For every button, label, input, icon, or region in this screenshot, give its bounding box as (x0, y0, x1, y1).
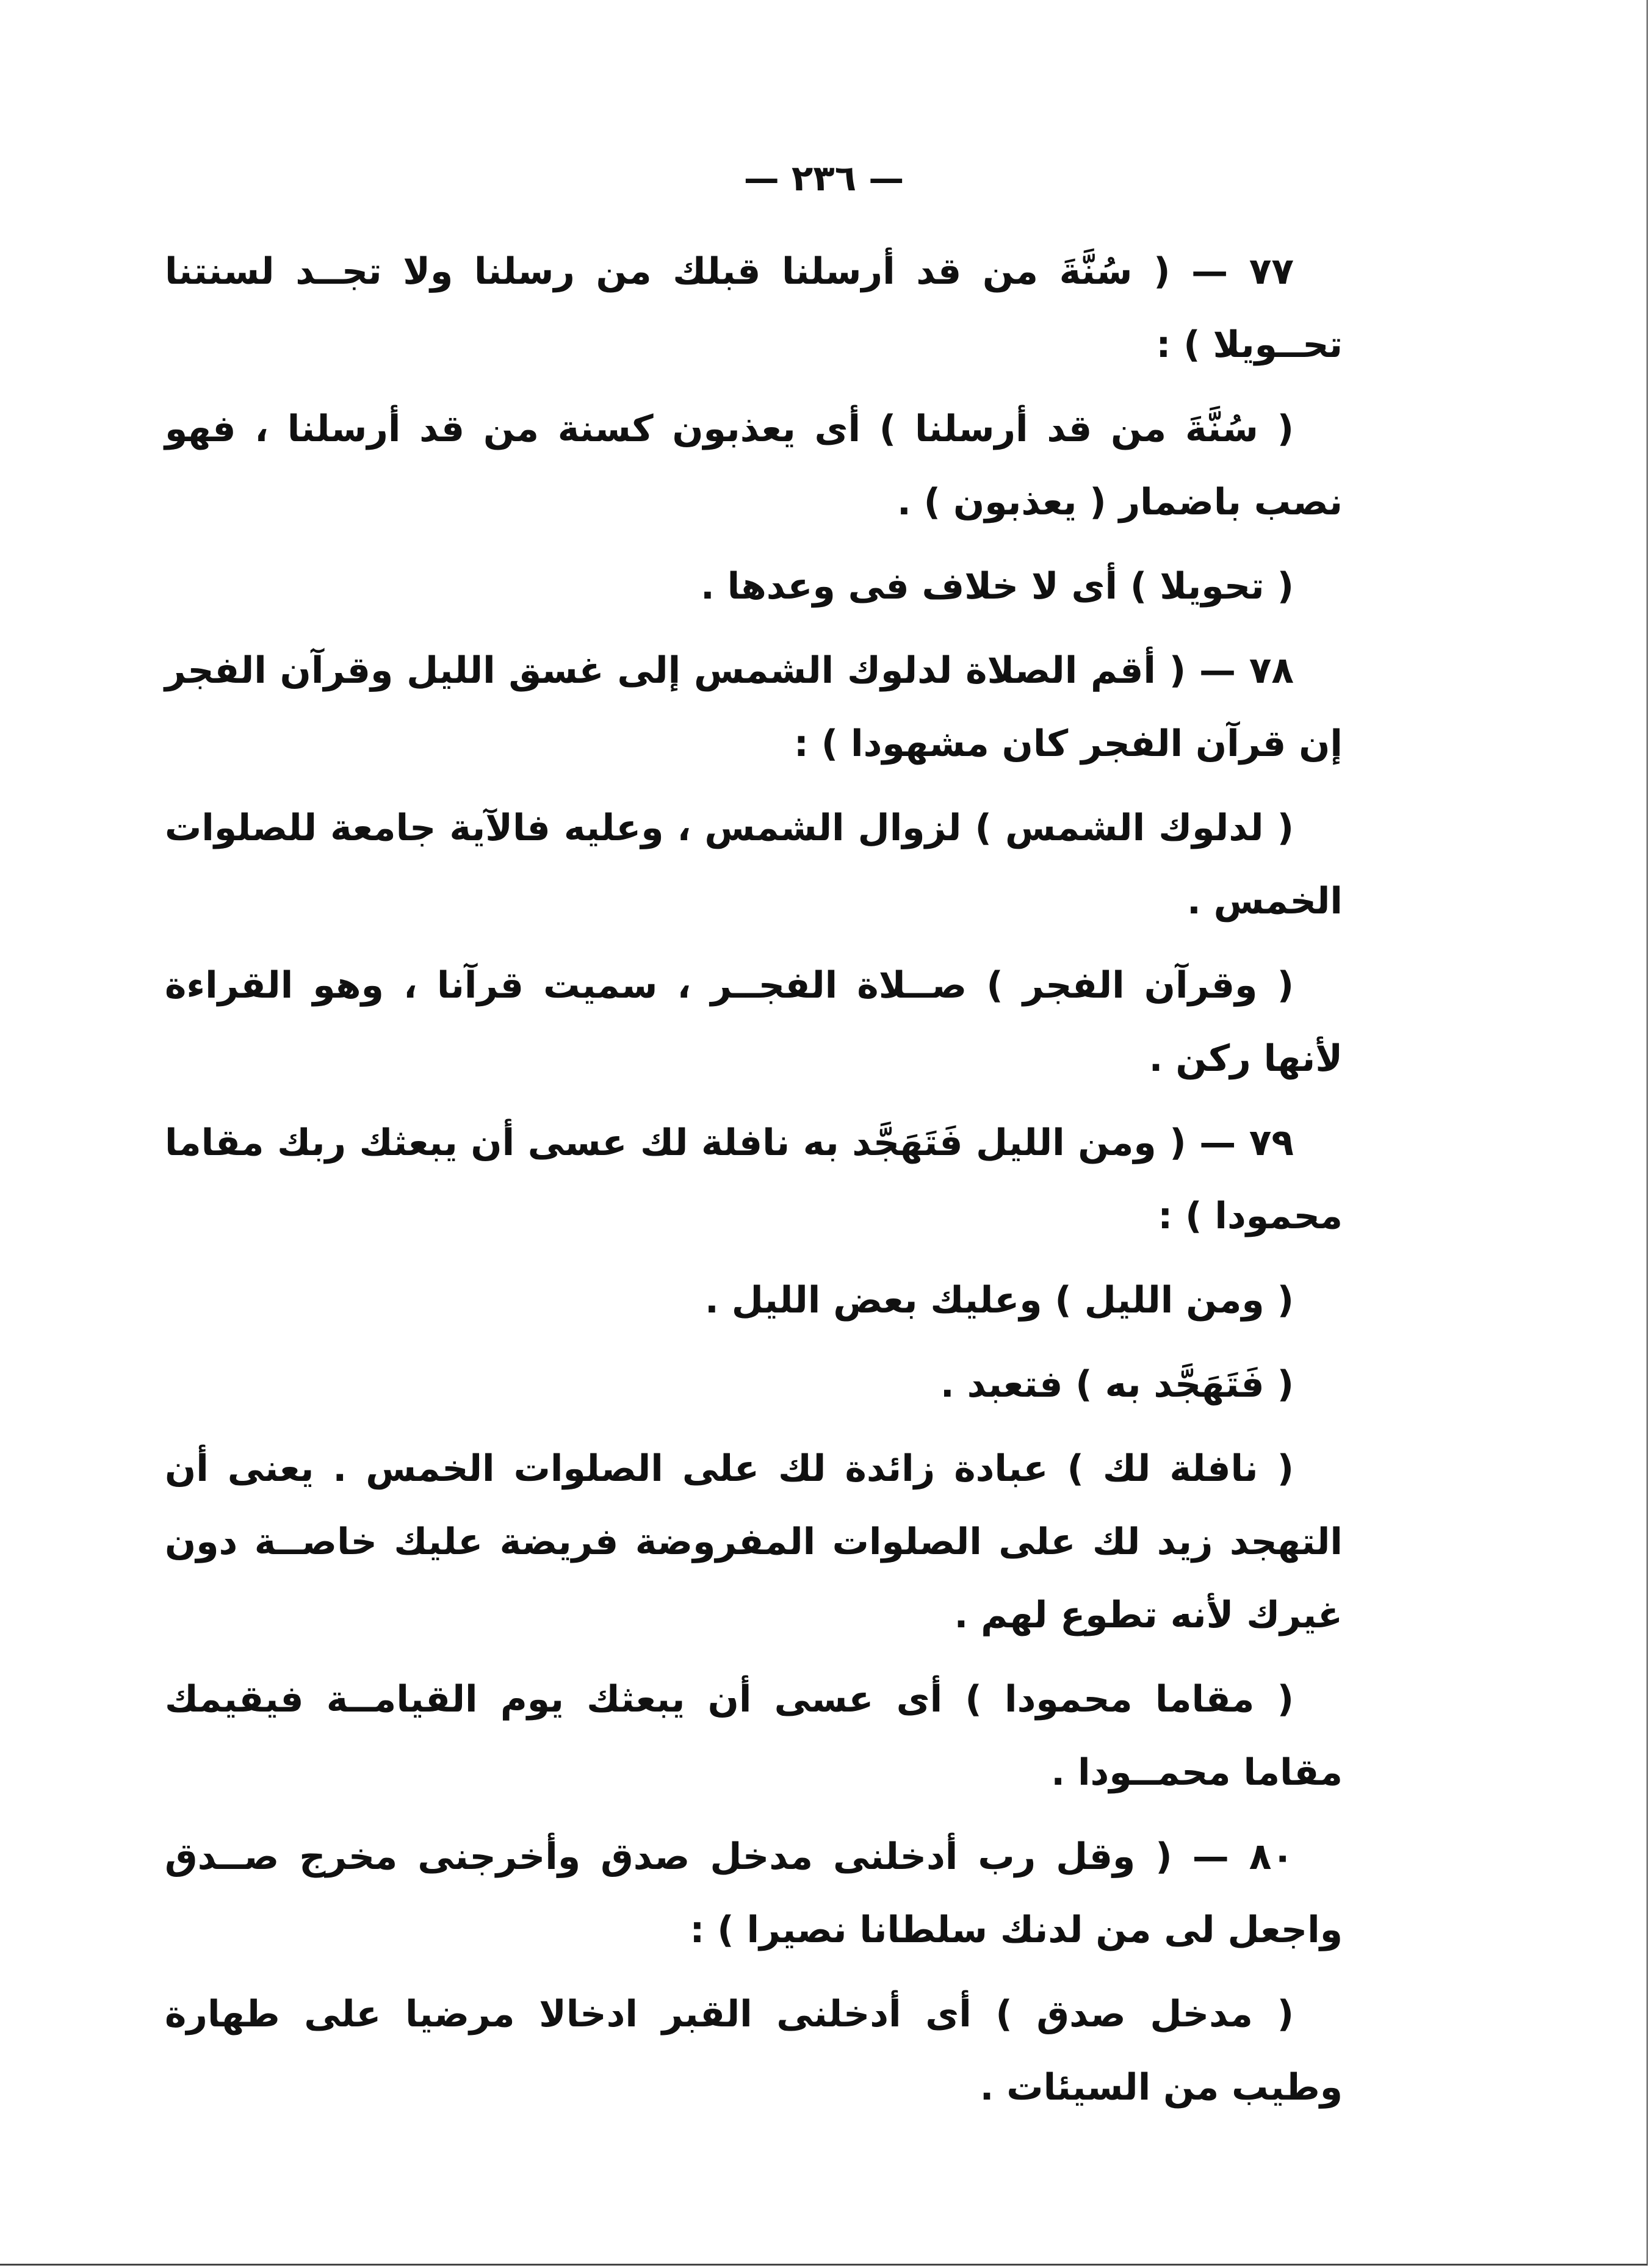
verse-79: ٧٩ — ( ومن الليل فَتَهَجَّد به نافلة لك عسى أن يبعثك ربك مقاما محمودا ) : (165, 1121, 1343, 1237)
gloss-paragraph: ( مقاما محمودا ) أى عسى أن يبعثك يوم القيامــة فيقيمك مقاما محمــودا . (165, 1678, 1343, 1794)
gloss-paragraph: ( نافلة لك ) عبادة زائدة لك على الصلوات الخمس . يعنى أن التهجد زيد لك على الصلوات المفروضة فريضة عليك خاصــة دون غيرك لأنه تطوع لهم . (165, 1447, 1343, 1636)
body-text (165, 235, 1343, 2135)
gloss-paragraph: ( وقرآن الفجر ) صــلاة الفجــر ، سميت قرآنا ، وهو القراءة لأنها ركن . (165, 964, 1343, 1080)
page-number: — ٢٣٦ — (743, 157, 904, 199)
verse-80: ٨٠ — ( وقل رب أدخلنى مدخل صدق وأخرجنى مخرج صــدق واجعل لى من لدنك سلطانا نصيرا ) : (165, 1835, 1343, 1951)
gloss-paragraph: ( تحويلا ) أى لا خلاف فى وعدها . (700, 565, 1294, 608)
gloss-paragraph: ( لدلوك الشمس ) لزوال الشمس ، وعليه فالآية جامعة للصلوات الخمس . (165, 807, 1343, 923)
gloss-paragraph: ( فَتَهَجَّد به ) فتعبد . (940, 1363, 1294, 1406)
gloss-paragraph: ( مدخل صدق ) أى أدخلنى القبر ادخالا مرضيا على طهارة وطيب من السيئات . (165, 1993, 1343, 2109)
gloss-paragraph: ( سُنَّةَ من قد أرسلنا ) أى يعذبون كسنة من قد أرسلنا ، فهو نصب باضمار ( يعذبون ) . (165, 408, 1343, 524)
gloss-paragraph: ( ومن الليل ) وعليك بعض الليل . (705, 1279, 1294, 1322)
verse-78: ٧٨ — ( أقم الصلاة لدلوك الشمس إلى غسق الليل وقرآن الفجر إن قرآن الفجر كان مشهودا ) : (165, 649, 1343, 765)
verse-77: ٧٧ — ( سُنَّةَ من قد أرسلنا قبلك من رسلنا ولا تجــد لسنتنا تحــويلا ) : (165, 250, 1343, 366)
